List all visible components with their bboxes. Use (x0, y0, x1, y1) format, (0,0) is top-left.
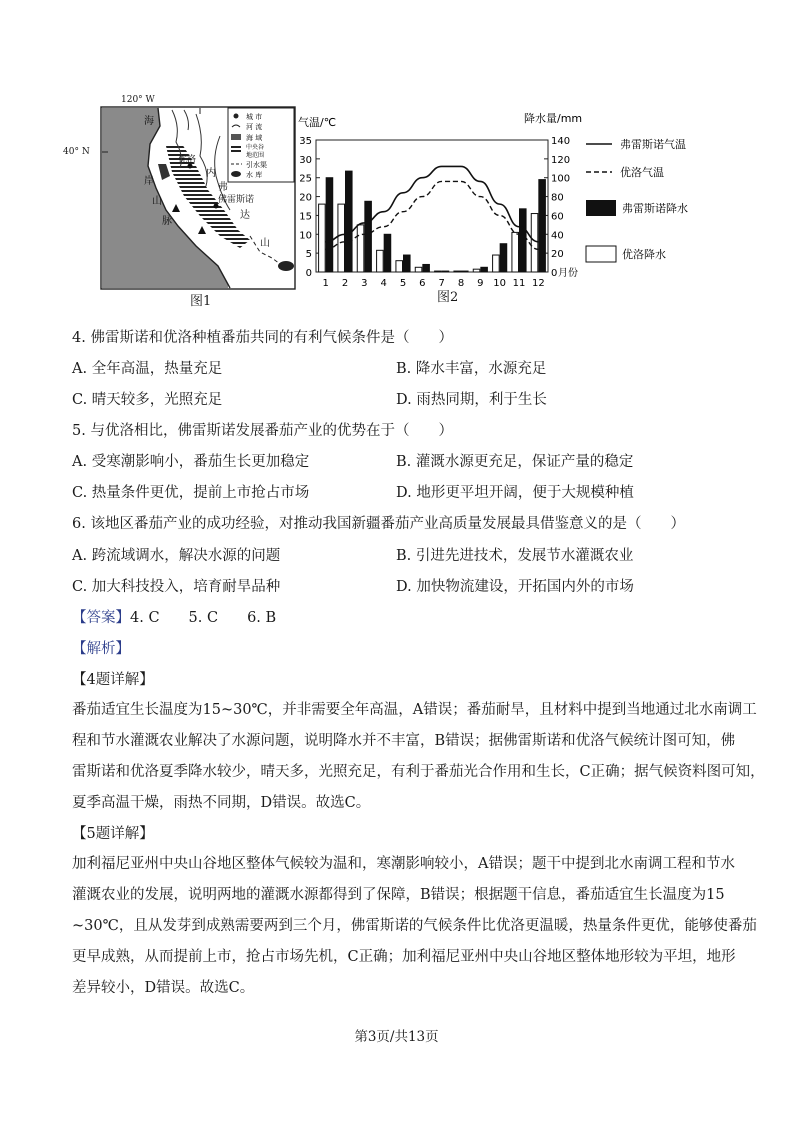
map-label-youluo: 优洛 (178, 155, 197, 165)
bar-fresno-precip (462, 271, 469, 272)
x-tick-label: 5 (399, 278, 407, 289)
question-4-option-c: C. 晴天较多，光照充足 (72, 392, 223, 408)
question-5-option-b: B. 灌溉水源更充足，保证产量的稳定 (396, 454, 634, 470)
detail5-text (72, 849, 757, 1004)
left-axis-title: 气温/℃ (298, 116, 337, 129)
right-axis-title: 降水量/mm (524, 112, 583, 125)
detail5-line: 差异较小，D错误。故选C。 (72, 980, 255, 996)
legend-youluo-precip-swatch (586, 246, 616, 262)
detail4-text (72, 695, 765, 819)
detail5-label: 【5题详解】 (72, 826, 154, 842)
figure1-map (100, 106, 296, 290)
bar-fresno-precip (384, 234, 391, 272)
detail4-line: 夏季高温干燥，雨热不同期，D错误。故选C。 (72, 795, 371, 811)
bar-fresno-precip (346, 171, 353, 272)
bar-youluo-precip (512, 232, 519, 272)
bar-youluo-precip (473, 269, 480, 272)
right-tick-label: 100 (551, 173, 571, 185)
question-6-stem: 6. 该地区番茄产业的成功经验，对推动我国新疆番茄产业高质量发展最具借鉴意义的是（ ） (72, 516, 685, 532)
lon-label: 120° W (121, 95, 155, 105)
right-tick-label: 140 (551, 136, 571, 147)
map-label-sea: 海 (144, 116, 154, 127)
x-tick-label: 12 (531, 278, 545, 289)
x-tick-label: 11 (512, 278, 526, 289)
bar-fresno-precip (539, 180, 546, 272)
x-tick-label: 10 (493, 278, 507, 289)
legend-valley: 中央谷 (246, 144, 265, 151)
detail5-line: ~30℃，且从发芽到成熟需要两到三个月，佛雷斯诺的气候条件比优洛更温暖，热量条件更优，能够使番茄 (72, 918, 757, 934)
left-tick-label: 5 (305, 249, 312, 261)
bar-fresno-precip (520, 209, 527, 272)
question-6-option-c: C. 加大科技投入，培育耐旱品种 (72, 579, 281, 595)
map-label-fu: 弗 (218, 182, 228, 193)
bar-youluo-precip (531, 214, 538, 272)
bar-fresno-precip (423, 264, 430, 272)
x-tick-label: 1 (322, 278, 329, 289)
legend-youluo-temp-label: 优洛气温 (620, 166, 664, 179)
x-tick-label: 7 (438, 278, 445, 289)
right-tick-label: 120 (551, 154, 571, 166)
bar-youluo-precip (396, 261, 403, 272)
analysis-label: 【解析】 (72, 641, 130, 657)
detail4-label: 【4题详解】 (72, 672, 154, 688)
bar-fresno-precip (404, 255, 411, 272)
question-4-option-b: B. 降水丰富，水源充足 (396, 361, 547, 377)
legend-sea: 海 域 (246, 134, 263, 142)
legend-youluo-precip-label: 优洛降水 (622, 248, 666, 261)
bar-fresno-precip (365, 201, 372, 272)
detail4-line: 程和节水灌溉农业解决了水源问题，说明降水并不丰富，B错误；据佛雷斯诺和优洛气候统计图可知，佛 (72, 733, 736, 749)
bar-youluo-precip (493, 255, 500, 272)
legend-fresno-precip-label: 弗雷斯诺降水 (622, 202, 688, 215)
map-label-nei: 内 (206, 168, 216, 179)
bar-fresno-precip (481, 267, 488, 272)
valley-symbol (231, 146, 241, 154)
x-tick-label: 9 (477, 278, 484, 289)
x-tick-label: 6 (419, 278, 426, 289)
x-tick-label: 2 (341, 278, 349, 289)
map-label-shan: 山 (260, 238, 270, 249)
legend-reservoir: 水 库 (246, 171, 263, 179)
map-label-range: 脉 (162, 216, 172, 227)
x-tick-label: 3 (361, 278, 368, 289)
sea-symbol (231, 134, 241, 140)
reservoir (278, 261, 294, 271)
x-axis-title: 月份 (558, 268, 578, 279)
left-tick-label: 10 (299, 230, 312, 242)
map-label-coast: 岸 (144, 176, 154, 187)
bar-youluo-precip (415, 267, 422, 272)
bar-fresno-precip (500, 244, 507, 272)
page-footer: 第3页/共13页 (354, 1029, 439, 1045)
x-tick-label: 8 (457, 278, 465, 289)
question-6-option-b: B. 引进先进技术，发展节水灌溉农业 (396, 548, 634, 564)
answer-label: 【答案】 (72, 610, 130, 626)
figure1-caption: 图1 (190, 294, 212, 309)
legend-valley-2: 地范围 (246, 152, 265, 159)
reservoir-symbol (231, 171, 241, 177)
detail4-line: 雷斯诺和优洛夏季降水较少，晴天多，光照充足，有利于番茄光合作用和生长，C正确；据气候资料图可知， (72, 764, 765, 780)
detail4-line: 番茄适宜生长温度为15~30℃，并非需要全年高温，A错误；番茄耐旱，且材料中提到当地通过北水南调工 (72, 702, 757, 718)
answer-line (72, 606, 276, 627)
map-label-da: 达 (240, 210, 250, 221)
right-tick-label: 80 (551, 192, 564, 204)
bar-youluo-precip (377, 250, 384, 272)
x-tick-label: 4 (380, 278, 387, 289)
right-tick-label: 60 (551, 211, 564, 223)
right-tick-label: 40 (551, 230, 564, 242)
left-tick-label: 15 (299, 211, 312, 223)
question-5-stem: 5. 与优洛相比，佛雷斯诺发展番茄产业的优势在于（ ） (72, 423, 453, 439)
left-tick-label: 35 (299, 136, 312, 147)
bar-youluo-precip (454, 271, 461, 272)
left-tick-label: 30 (299, 154, 312, 166)
lat-label: 40° N (63, 147, 90, 157)
question-6-option-a: A. 跨流域调水，解决水源的问题 (72, 548, 281, 564)
left-tick-label: 25 (299, 173, 312, 185)
answer-text: 4. C 5. C 6. B (130, 610, 277, 626)
legend-city: 城 市 (246, 113, 263, 121)
detail5-line: 更早成熟，从而提前上市，抢占市场先机，C正确；加利福尼亚州中央山谷地区整体地形较为平坦，地形 (72, 949, 736, 965)
right-tick-label: 20 (551, 249, 564, 261)
question-6-option-d: D. 加快物流建设，开拓国内外的市场 (396, 579, 634, 595)
bar-youluo-precip (338, 204, 345, 272)
legend-canal: 引水渠 (246, 161, 267, 169)
question-4-option-d: D. 雨热同期，利于生长 (396, 392, 547, 408)
legend-fresno-temp-label: 弗雷斯诺气温 (620, 138, 686, 151)
bar-youluo-precip (319, 204, 326, 272)
legend-river: 河 流 (246, 123, 263, 131)
figure2-chart (296, 104, 736, 314)
bar-youluo-precip (357, 225, 364, 272)
city-symbol (234, 114, 239, 119)
bar-fresno-precip (326, 178, 333, 272)
map-label-fresno: 佛雷斯诺 (218, 195, 255, 205)
map-label-coast-range: 山 (152, 196, 162, 207)
question-5-option-c: C. 热量条件更优，提前上市抢占市场 (72, 485, 310, 501)
question-5-option-d: D. 地形更平坦开阔，便于大规模种植 (396, 485, 634, 501)
bar-youluo-precip (435, 271, 442, 272)
detail5-line: 加利福尼亚州中央山谷地区整体气候较为温和，寒潮影响较小，A错误；题干中提到北水南调工程和节水 (72, 856, 735, 872)
question-4-stem: 4. 佛雷斯诺和优洛种植番茄共同的有利气候条件是（ ） (72, 330, 453, 346)
question-5-option-a: A. 受寒潮影响小，番茄生长更加稳定 (72, 454, 310, 470)
figure2-caption: 图2 (437, 290, 459, 305)
left-tick-label: 0 (305, 268, 312, 279)
right-tick-label: 0 (551, 268, 558, 279)
bar-fresno-precip (442, 271, 449, 272)
legend-fresno-precip-swatch (586, 200, 616, 216)
left-tick-label: 20 (299, 192, 312, 204)
detail5-line: 灌溉农业的发展，说明两地的灌溉水源都得到了保障，B错误；根据题干信息，番茄适宜生长温度为15 (72, 887, 725, 903)
question-4-option-a: A. 全年高温，热量充足 (72, 361, 223, 377)
